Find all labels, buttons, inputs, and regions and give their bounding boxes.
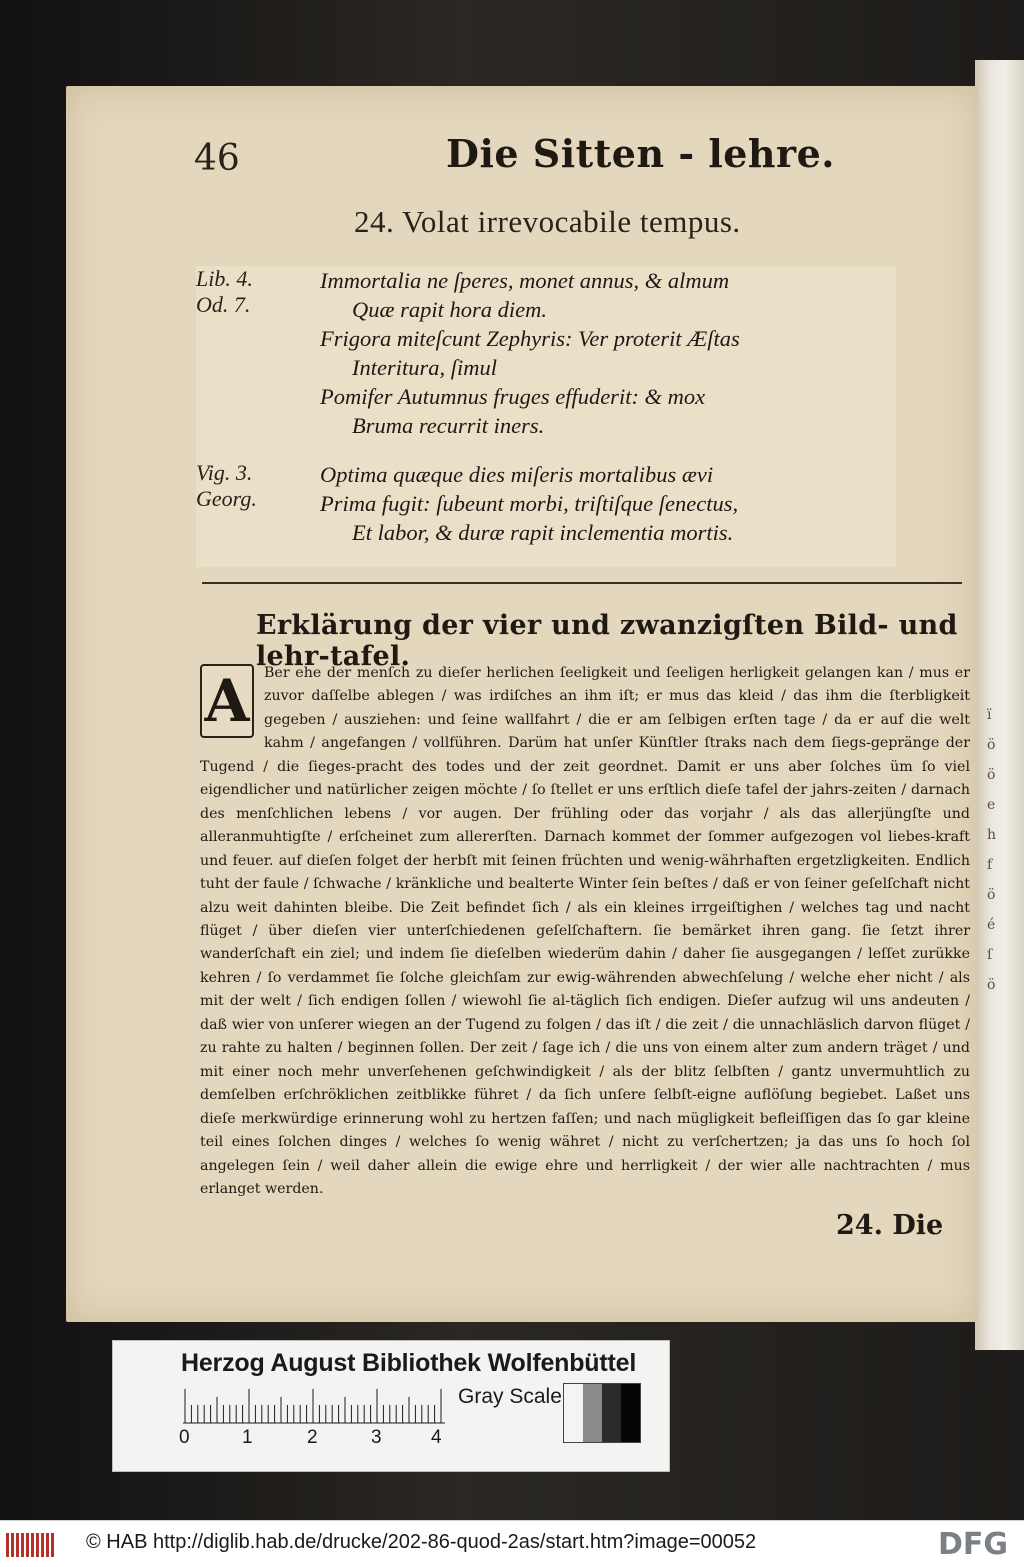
ruler-number: 1 [242, 1427, 253, 1448]
source-reference: Vig. 3. Georg. [196, 460, 257, 511]
color-ruler-card [112, 1340, 670, 1472]
ruler-number: 3 [371, 1427, 382, 1448]
verse-line: Optima quæque dies miſeris mortalibus ævi [320, 462, 714, 487]
page-number: 46 [194, 138, 240, 179]
ruler-number: 2 [307, 1427, 318, 1448]
verse-line: Frigora miteſcunt Zephyris: Ver proterit Æſtas [320, 326, 740, 351]
gray-swatch [583, 1384, 602, 1442]
verse-line: Pomifer Autumnus fruges effuderit: & mox [320, 384, 706, 409]
facing-page-glyphs: ï ö ö e h f ö é ſ ö [987, 707, 998, 993]
dfg-logo: DFG [938, 1527, 1009, 1562]
facing-page-edge [975, 60, 1024, 1350]
viewer-footer [0, 1520, 1024, 1567]
verse-line: Quæ rapit hora diem. [352, 297, 548, 322]
page-header [66, 86, 978, 186]
book-page [66, 86, 978, 1322]
catchword: 24. Die [836, 1210, 944, 1241]
drop-cap-initial: A [200, 664, 254, 738]
copyright-url-text: © HAB http://diglib.hab.de/drucke/202-86-quod-2as/start.htm?image=00052 [86, 1531, 757, 1553]
horizontal-rule [202, 582, 962, 584]
verse-line: Et labor, & duræ rapit inclementia mortis. [352, 520, 734, 545]
gray-swatch [602, 1384, 621, 1442]
gray-swatch [621, 1384, 640, 1442]
section-title: 24. Volat irrevocabile tempus. [354, 204, 741, 239]
hab-logo-icon [6, 1533, 54, 1557]
library-name: Herzog August Bibliothek Wolfenbüttel [181, 1349, 637, 1377]
gray-scale-label: Gray Scale [458, 1385, 562, 1408]
ruler-number: 0 [179, 1427, 190, 1448]
verse-group [196, 266, 896, 440]
ruler-number: 4 [431, 1427, 442, 1448]
verse-block [196, 266, 896, 567]
source-reference: Lib. 4. Od. 7. [196, 266, 253, 317]
gray-swatch [564, 1384, 583, 1442]
verse-group [196, 460, 896, 547]
ruler-scale [183, 1385, 453, 1425]
gray-swatches [563, 1383, 641, 1443]
verse-line: Prima fugit: ſubeunt morbi, triſtiſque ſenectus, [320, 491, 739, 516]
verse-line: Immortalia ne ſperes, monet annus, & almum [320, 268, 730, 293]
explanation-title: Erklärung der vier und zwanzigſten Bild- und lehr-tafel. [256, 610, 958, 672]
explanation-paragraph: Ber ehe der menſch zu dieſer herlichen ſeeligkeit und ſeeligen herligkeit gelangen kan / mus er zuvor daſſelbe ablegen / was irdiſches an ihm iſt; er mus das kleid / das ihm die ſterbligkeit gegeben / ausziehen: und ſeine wallfahrt / die er am ſelbigen erſten tage / da er auf die welt kahm / angefangen / vollführen. Darüm hat unſer Künſtler ſtraks nach dem ſiegs-gepränge der Tugend / die ſieges-pracht des todes und der zeit geordnet. Damit er uns aber ſolches üm ſo viel eigendlicher und natürlicher zeigen möchte / ſo ſtellet er uns erſtlich dieſe tafel der jahrs-zeiten / darnach des menſchlichen lebens / vor augen. Der frühling oder das vorjahr / als das allerjüngſte und alleranmuhtigſte / erſcheinet zum allererſten. Darnach kommet der ſommer aufgezogen vol liebes-kraft und feuer. auf dieſen folget der herbſt mit ſeinen früchten und wenig-währhaften ergetzligkeiten. Endlich tuht der faule / ſchwache / kränkliche und bealterte Winter ſein beſtes / daß er von ſeiner geſelſchaft nicht alzu weit dahinten bleibe. Die Zeit befindet ſich / als ein kleines irrgeiſtighen / welches tag und nacht flüget / über dieſen vier unterſchiedenen geſelſchaftern. ſie bemärket ihren gang. ſie ſetzt ihrer wanderſchaft ein ziel; und indem ſie dieſelben wiederüm dahin / daher ſie ausgegangen / leſſet zurükke kehren / ſo verdammet ſie ſolche gleichſam zur ewig-währenden abwechſelung / welche eher nicht / als mit der welt / ſich endigen ſollen / wiewohl ſie al-täglich ſich endigen. Dieſer aufzug wil uns andeuten / daß wier von unſerer wiegen an der Tugend zu folgen / das iſt / die zeit / die unnachläslich darvon flüget / zu rahte zu halten / beginnen ſollen. Der zeit / ſage ich / die uns von einem alter zum andern träget / und mit einer noch mehr unverſehenen geſchwindigkeit / als der blitz ſelbſten / gantz unvermuhtlich zu demſelben erſchröklichen zeitblikke führet / da ſich unſere ſelbſt-eigne auflöſung begiebet. Laßet uns dieſe merkwürdige erinnerung wohl zu hertzen faſſen; und nach mügligkeit befleiſſigen das ſo gar kleine teil eines ſolchen dinges / welches ſo wenig währet / nicht zu verſchertzen; ja das uns ſo hoch ſol angelegen ſein / weil daher allein die ewige ehre und herrligkeit / der wier alle nachtrachten / mus erlanget werden. [200, 665, 970, 1197]
running-head: Die Sitten - lehre. [446, 131, 835, 176]
explanation-body [200, 662, 970, 1201]
verse-line: Bruma recurrit iners. [352, 413, 545, 438]
verse-line: Interitura, ſimul [352, 355, 497, 380]
